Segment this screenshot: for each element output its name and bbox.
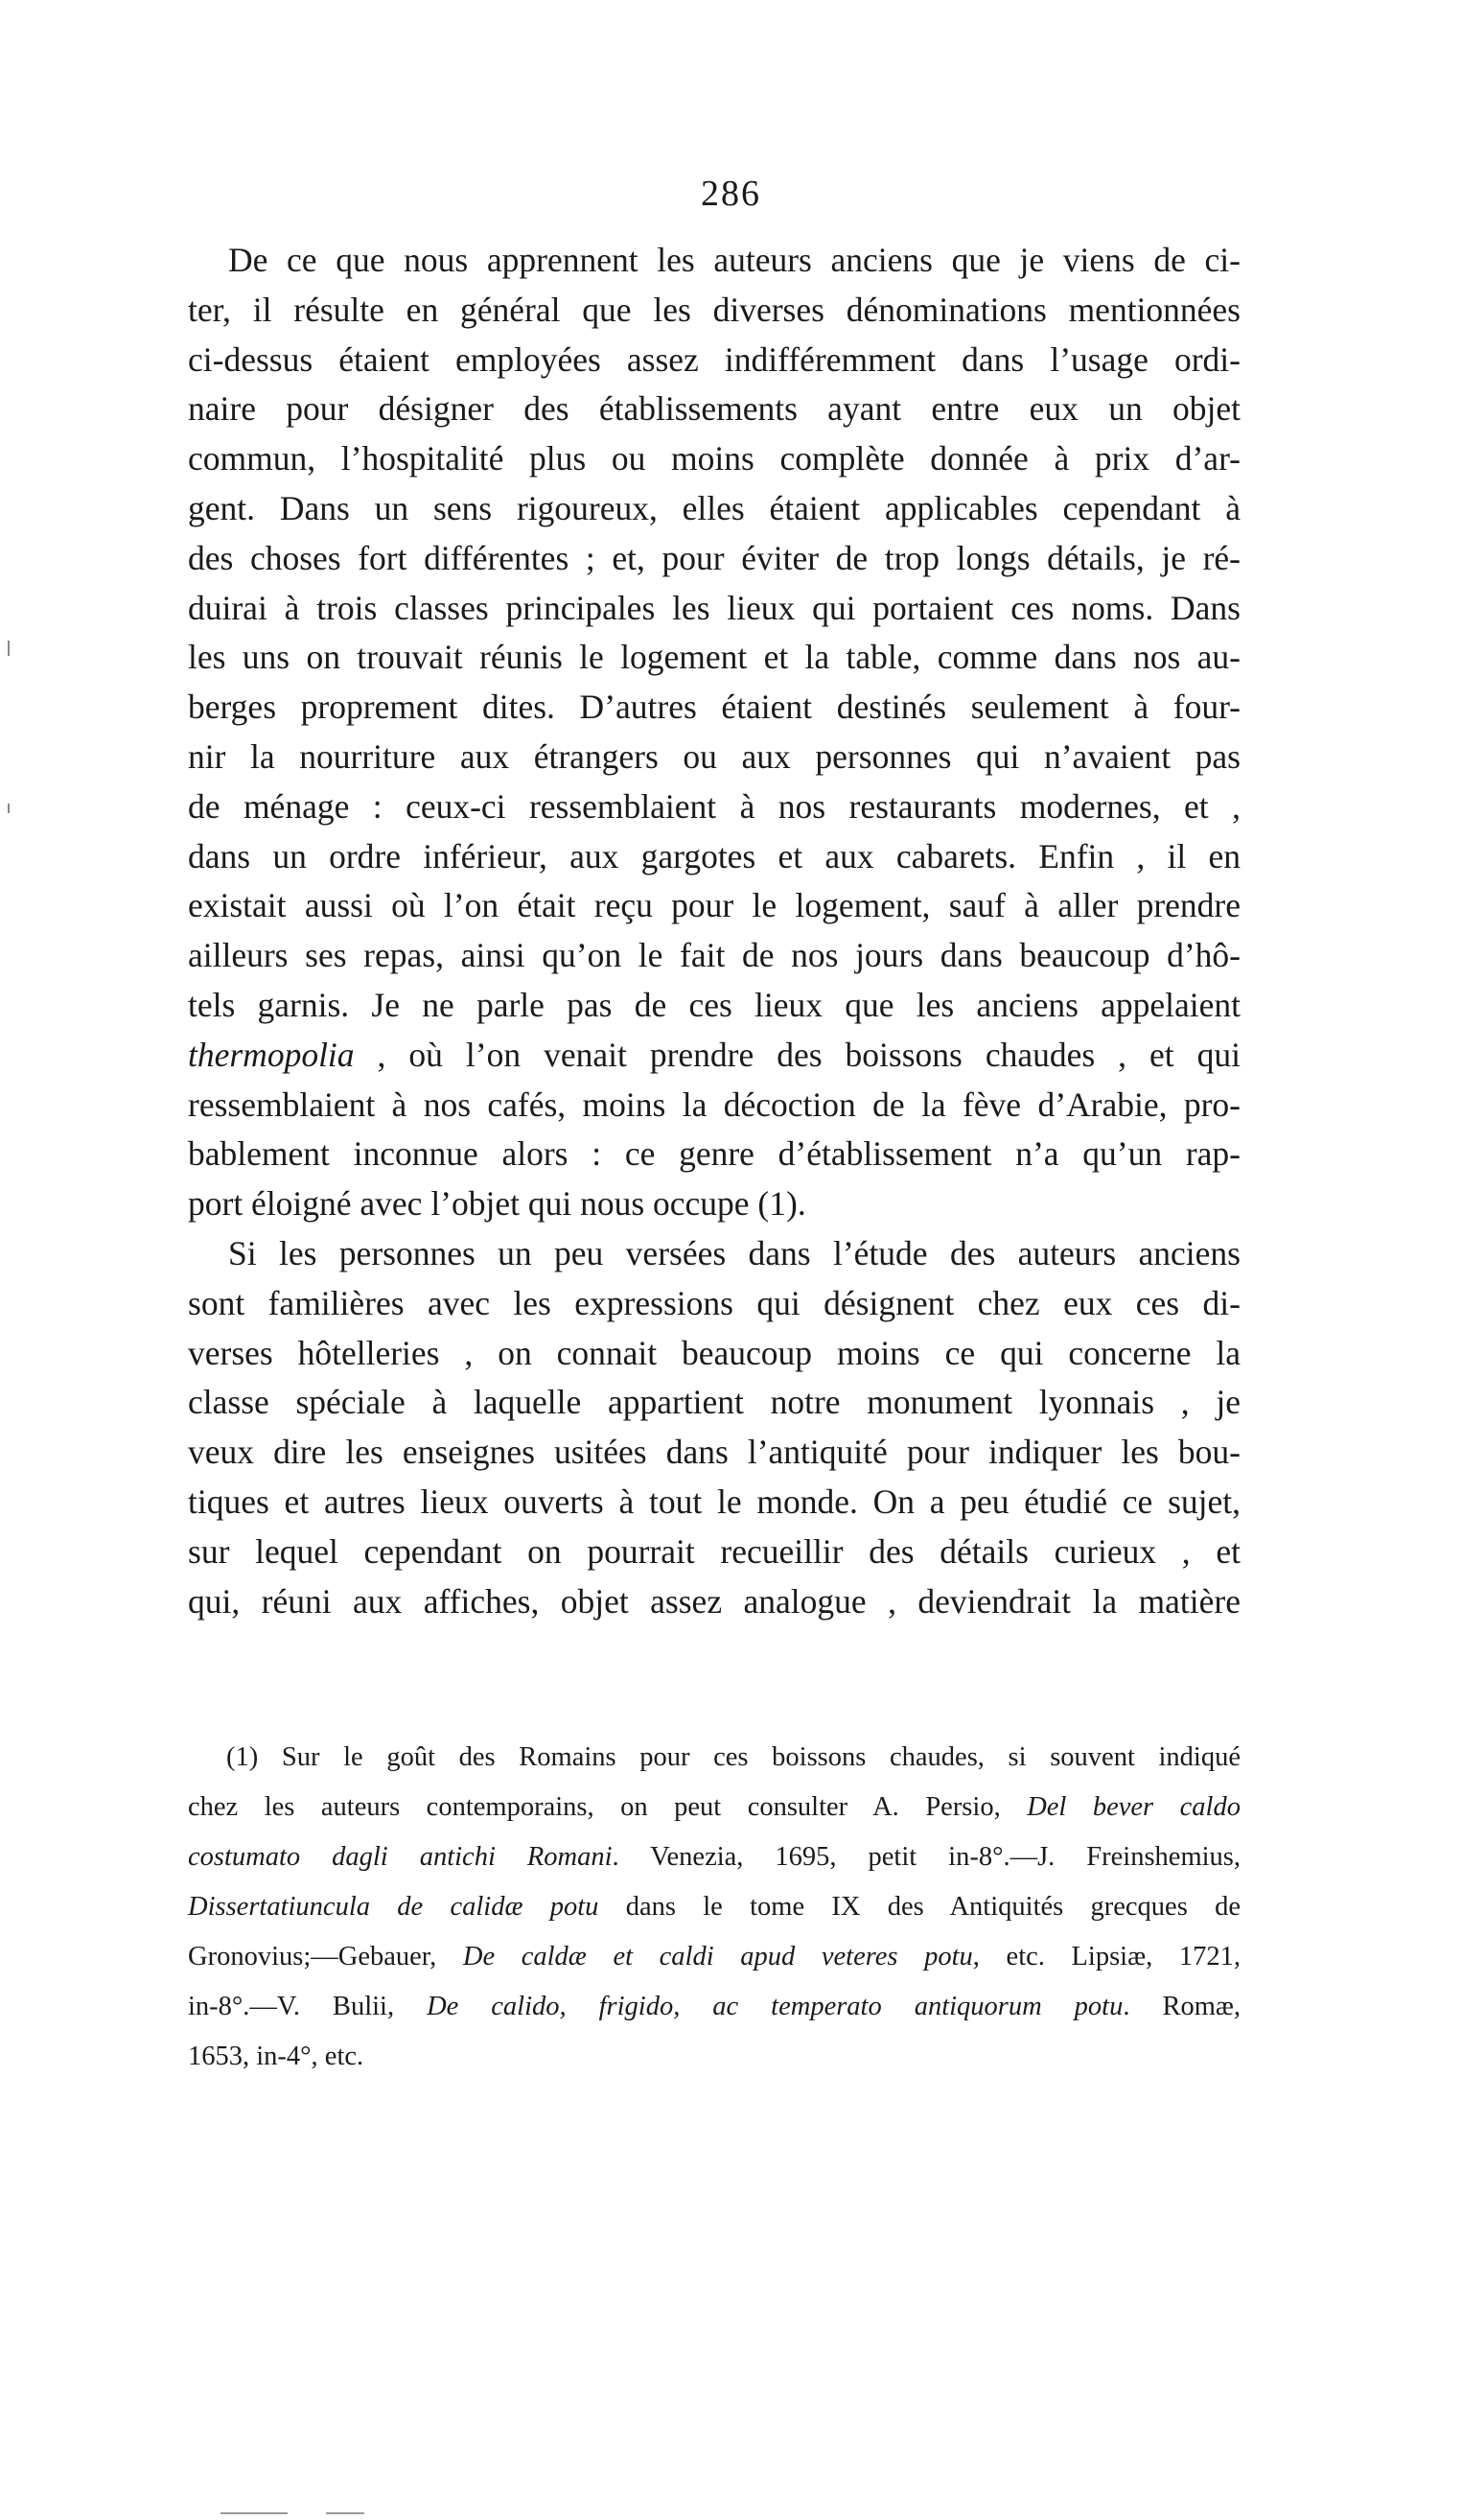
text-line: de ménage : ceux-ci ressemblaient à nos restaurants modernes, et , (188, 786, 1241, 826)
text-line: classe spéciale à laquelle appartient notre monument lyonnais , je (188, 1383, 1241, 1422)
italic-term: thermopolia (188, 1035, 355, 1074)
text-line: bablement inconnue alors : ce genre d’établissement n’a qu’un rap- (188, 1134, 1241, 1174)
text-line: port éloigné avec l’objet qui nous occupe (1). (188, 1184, 806, 1224)
text-fragment: dans le tome IX des Antiquités grecques de (598, 1892, 1241, 1922)
text-line: berges proprement dites. D’autres étaient destinés seulement à four- (188, 688, 1241, 727)
text-line: veux dire les enseignes usitées dans l’antiquité pour indiquer les bou- (188, 1433, 1241, 1472)
footnote-line (188, 1982, 1241, 2032)
text-line: qui, réuni aux affiches, objet assez analogue , deviendrait la matière (188, 1581, 1241, 1621)
text-line: gent. Dans un sens rigoureux, elles étaient applicables cependant à (188, 488, 1241, 527)
italic-title: costumato dagli antichi Romani (188, 1842, 613, 1872)
footnote-line (188, 1783, 1241, 1832)
margin-mark (8, 804, 10, 813)
text-line: ter, il résulte en général que les diverses dénominations mentionnées (188, 290, 1241, 329)
text-line: existait aussi où l’on était reçu pour le logement, sauf à aller prendre (188, 886, 1241, 925)
text-line: duirai à trois classes principales les lieux qui portaient ces noms. Dans (188, 588, 1241, 627)
scan-edge-rule (326, 2512, 364, 2514)
text-fragment: (1) Sur le goût des Romains pour ces boissons chaudes, si souvent indiqué (226, 1742, 1241, 1772)
footnote-line (188, 1832, 1241, 1882)
text-line: sont familières avec les expressions qui désignent chez eux ces di- (188, 1283, 1241, 1322)
text-line: commun, l’hospitalité plus ou moins complète donnée à prix d’ar- (188, 439, 1241, 478)
footnote-line (188, 2032, 1241, 2082)
italic-title: De calido, frigido, ac temperato antiquorum potu (427, 1992, 1124, 2021)
text-line: Si les personnes un peu versées dans l’étude des auteurs anciens (228, 1233, 1241, 1272)
footnote-line (188, 1932, 1241, 1982)
footnote (188, 1733, 1241, 2082)
italic-title: Del bever caldo (1027, 1792, 1241, 1822)
margin-mark (8, 641, 10, 656)
footnote-line (188, 1882, 1241, 1932)
scan-edge-rule (220, 2512, 288, 2514)
text-fragment: . Romæ, (1123, 1992, 1242, 2021)
text-line: ailleurs ses repas, ainsi qu’on le fait de nos jours dans beaucoup d’hô- (188, 936, 1241, 975)
italic-title: Dissertatiuncula de calidæ potu (188, 1892, 599, 1922)
text-line: verses hôtelleries , on connait beaucoup moins ce qui concerne la (188, 1333, 1241, 1372)
text-fragment: , etc. Lipsiæ, 1721, (972, 1942, 1241, 1972)
text-line: sur lequel cependant on pourrait recueillir des détails curieux , et (188, 1531, 1241, 1571)
text-line: De ce que nous apprennent les auteurs anciens que je viens de ci- (228, 241, 1241, 279)
text-line: tels garnis. Je ne parle pas de ces lieux que les anciens appelaient (188, 985, 1241, 1024)
text-line: nir la nourriture aux étrangers ou aux personnes qui n’avaient pas (188, 736, 1241, 776)
text-line (188, 1031, 1241, 1081)
text-fragment: chez les auteurs contemporains, on peut consulter A. Persio, (188, 1792, 1028, 1822)
text-line: ci-dessus étaient employées assez indifféremment dans l’usage ordi- (188, 339, 1241, 379)
text-fragment: , où l’on venait prendre des boissons chaudes , et qui (354, 1035, 1241, 1074)
text-fragment: 1653, in-4°, etc. (188, 2042, 364, 2071)
text-line: des choses fort différentes ; et, pour éviter de trop longs détails, je ré- (188, 538, 1241, 577)
footnote-line (188, 1733, 1241, 1783)
text-line: tiques et autres lieux ouverts à tout le monde. On a peu étudié ce sujet, (188, 1482, 1241, 1521)
text-fragment: . Venezia, 1695, petit in-8°.—J. Freinshemius, (612, 1842, 1241, 1872)
text-line: les uns on trouvait réunis le logement et la table, comme dans nos au- (188, 638, 1241, 677)
text-line: ressemblaient à nos cafés, moins la décoction de la fève d’Arabie, pro- (188, 1085, 1241, 1124)
body-text (188, 236, 1241, 1626)
text-fragment: Gronovius;—Gebauer, (188, 1942, 463, 1972)
italic-title: De caldæ et caldi apud veteres potu (462, 1942, 973, 1972)
text-fragment: in-8°.—V. Bulii, (188, 1992, 428, 2021)
text-line: naire pour désigner des établissements ayant entre eux un objet (188, 389, 1241, 429)
page-number: 286 (701, 174, 761, 214)
text-line: dans un ordre inférieur, aux gargotes et aux cabarets. Enfin , il en (188, 836, 1241, 875)
